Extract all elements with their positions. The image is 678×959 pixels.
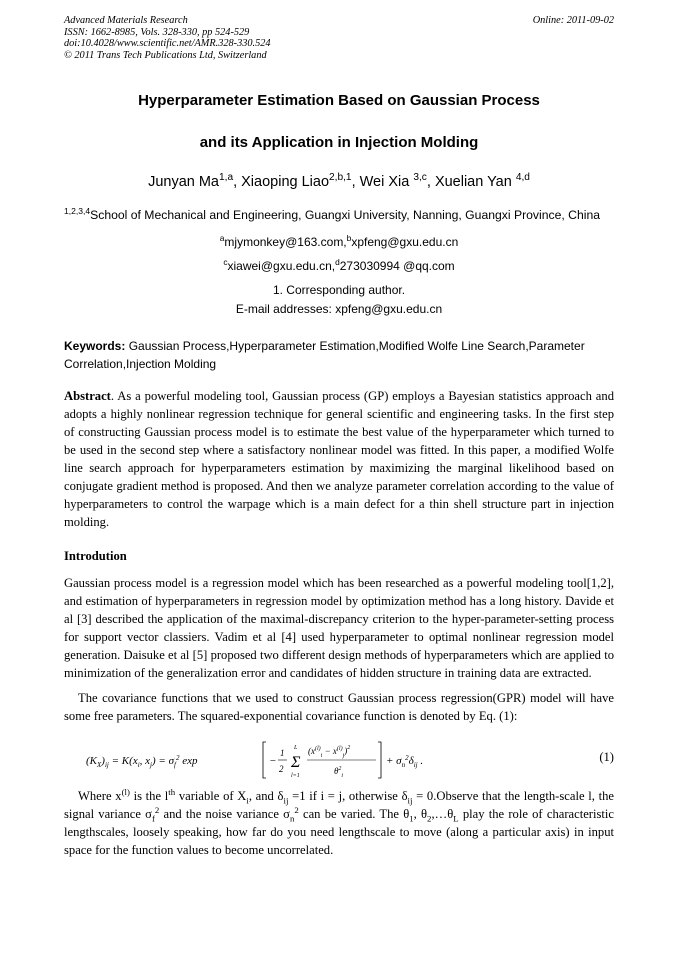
text-run: , and δ (248, 789, 284, 803)
affiliation-text: School of Mechanical and Engineering, Guangxi University, Nanning, Guangxi Province, China (90, 208, 600, 222)
email-line-2 (0, 259, 678, 273)
text-sub: f (151, 813, 155, 824)
covariance-equation (64, 736, 614, 782)
eq-sum: Σ (291, 754, 301, 771)
email-sup: d (335, 257, 340, 267)
author-name: Xuelian Yan (434, 174, 512, 190)
eq-bracket-left (263, 742, 266, 778)
email-link[interactable]: 273030994 @qq.com (339, 259, 455, 273)
keywords (64, 337, 614, 373)
intro-paragraph-1: Gaussian process model is a regression model which has been researched as a powerful modeling tool[1,2], and estimation of hyperparameters in regression model by optimization method has a long history. Davide et al [3] described the application of the maximal-discrepancy criterion to the hyper-parameter-setting process for support vector classiers. Vadim et al [4] used hyperparameter to optimal nonlinear regression model generation. Daisuke et al [5] proposed two different design methods of hyperparameters which are applied to minimization of the generalization error and candidates of hidden structure in training data are extracted. (64, 576, 614, 680)
affiliation-sup: 1,2,3,4 (64, 205, 91, 216)
text-sub: ij (283, 795, 289, 806)
author-sup: 4,d (515, 172, 530, 184)
corresponding-note: 1. Corresponding author. (272, 283, 406, 297)
text-sup: th (168, 786, 176, 797)
text-run: ,…θ (431, 807, 454, 821)
email-sup: c (223, 257, 228, 267)
section-heading-introduction: Introdution (64, 549, 127, 563)
eq-denominator: $\theta^2_i$ (334, 766, 344, 779)
journal-header (64, 15, 271, 61)
eq-minus: − (269, 755, 277, 767)
paper-title-line2: and its Application in Injection Molding (199, 134, 479, 151)
author-list: Junyan Ma$^{1,a}$, Xiaoping Liao$^{2,b,1}$, Wei Xia $^{3,c}$, Xuelian Yan $^{4,d}$ (148, 172, 530, 190)
eq-sum-bottom: l=1 (291, 773, 300, 779)
email-link[interactable]: xiawei@gxu.edu.cn, (227, 259, 336, 273)
text-sup: 2 (154, 804, 160, 815)
text-run: Where x (78, 789, 122, 803)
journal-name: Advanced Materials Research (64, 15, 188, 26)
online-date: Online: 2011-09-02 (532, 15, 614, 26)
eq-noise-term: + $\sigma_n^2\delta_{ij}$ . (386, 754, 424, 769)
email-line-1 (0, 235, 678, 249)
text-run: play the role of characteristic lengthscales, loosely speaking, how far do you need lengthscale to move (along a particular axis) in input space for the function values to become uncorrelated. (64, 807, 614, 857)
eq-sum-top: L (294, 745, 298, 751)
paper-title-line1: Hyperparameter Estimation Based on Gaussian Process (138, 92, 540, 109)
eq-half-den: 2 (279, 764, 284, 774)
author-name: Junyan Ma (148, 174, 219, 190)
eq-half-num: 1 (280, 748, 285, 758)
email-sup: a (219, 233, 225, 243)
text-sup: (l) (121, 786, 130, 797)
text-run: , θ (413, 807, 428, 821)
abstract-label: Abstract (64, 389, 111, 403)
email-link[interactable]: xpfeng@gxu.edu.cn (351, 235, 459, 249)
abstract-text: . As a powerful modeling tool, Gaussian process (GP) employs a Bayesian statistics approach and adopts a highly nonlinear regression technique for general scientific and engineering tasks. In the first step of constructing Gaussian process model is to estimate the best value of the hyperparameter which turned to be used in the second step where a satisfactory nonlinear model was fitted. In this paper, a modified Wolfe line search approach for hyperparameters estimation by maximizing the marginal likelihood based on conjugate gradient method is proposed. And then we analyze parameter correlation according to the value of hyperparameters to control the warpage which is a main defect for a thin shell structure part in injection molding. (64, 389, 614, 529)
text-sub: ij (407, 795, 413, 806)
author-name: Xiaoping Liao (241, 174, 330, 190)
intro-paragraph-3 (64, 787, 614, 859)
text-run: can be varied. The θ (298, 807, 410, 821)
text-sub: n (289, 813, 295, 824)
keywords-text: Gaussian Process,Hyperparameter Estimation,Modified Wolfe Line Search,Parameter Correlation,Injection Molding (64, 339, 585, 371)
abstract (64, 387, 614, 531)
issn-line: ISSN: 1662-8985, Vols. 328-330, pp 524-529 (64, 26, 250, 38)
author-sup: 2,b,1 (329, 172, 352, 184)
text-sub: 2 (427, 813, 432, 824)
eq-bracket-right (378, 742, 381, 778)
corresponding-email: E-mail addresses: xpfeng@gxu.edu.cn (235, 302, 443, 316)
copyright-line: © 2011 Trans Tech Publications Ltd, Switzerland (64, 49, 267, 61)
text-sub: L (453, 813, 459, 824)
text-run: = 0.Observe that the length-scale l, the signal variance σ (64, 789, 614, 821)
keywords-label: Keywords: (64, 339, 126, 353)
text-sub: i (246, 795, 249, 806)
text-sub: 1 (409, 813, 414, 824)
text-run: =1 if i = j, otherwise δ (288, 789, 408, 803)
author-sup: 1,a (219, 172, 234, 184)
eq-lhs: $(K_X)_{ij} = K(x_i$, $x_j) = \sigma_f^2$ exp (86, 754, 198, 769)
email-link[interactable]: mjymonkey@163.com, (224, 235, 347, 249)
author-name: Wei Xia (359, 174, 410, 190)
text-sup: 2 (294, 804, 299, 815)
affiliation (64, 205, 624, 222)
doi-line: doi:10.4028/www.scientific.net/AMR.328-330.524 (64, 38, 271, 50)
text-run: and the noise variance σ (159, 807, 290, 821)
eq-numerator: $(x^{(l)}_i - x^{(l)}_j)^2$ (308, 745, 351, 759)
text-run: is the l (129, 789, 169, 803)
equation-number: (1) (599, 750, 614, 764)
intro-paragraph-2: The covariance functions that we used to construct Gaussian process regression(GPR) model will have some free parameters. The squared-exponential covariance function is denoted by Eq. (1): (64, 691, 614, 723)
author-sup: 3,c (413, 172, 427, 184)
text-run: variable of X (175, 789, 247, 803)
email-sup: b (346, 233, 352, 243)
